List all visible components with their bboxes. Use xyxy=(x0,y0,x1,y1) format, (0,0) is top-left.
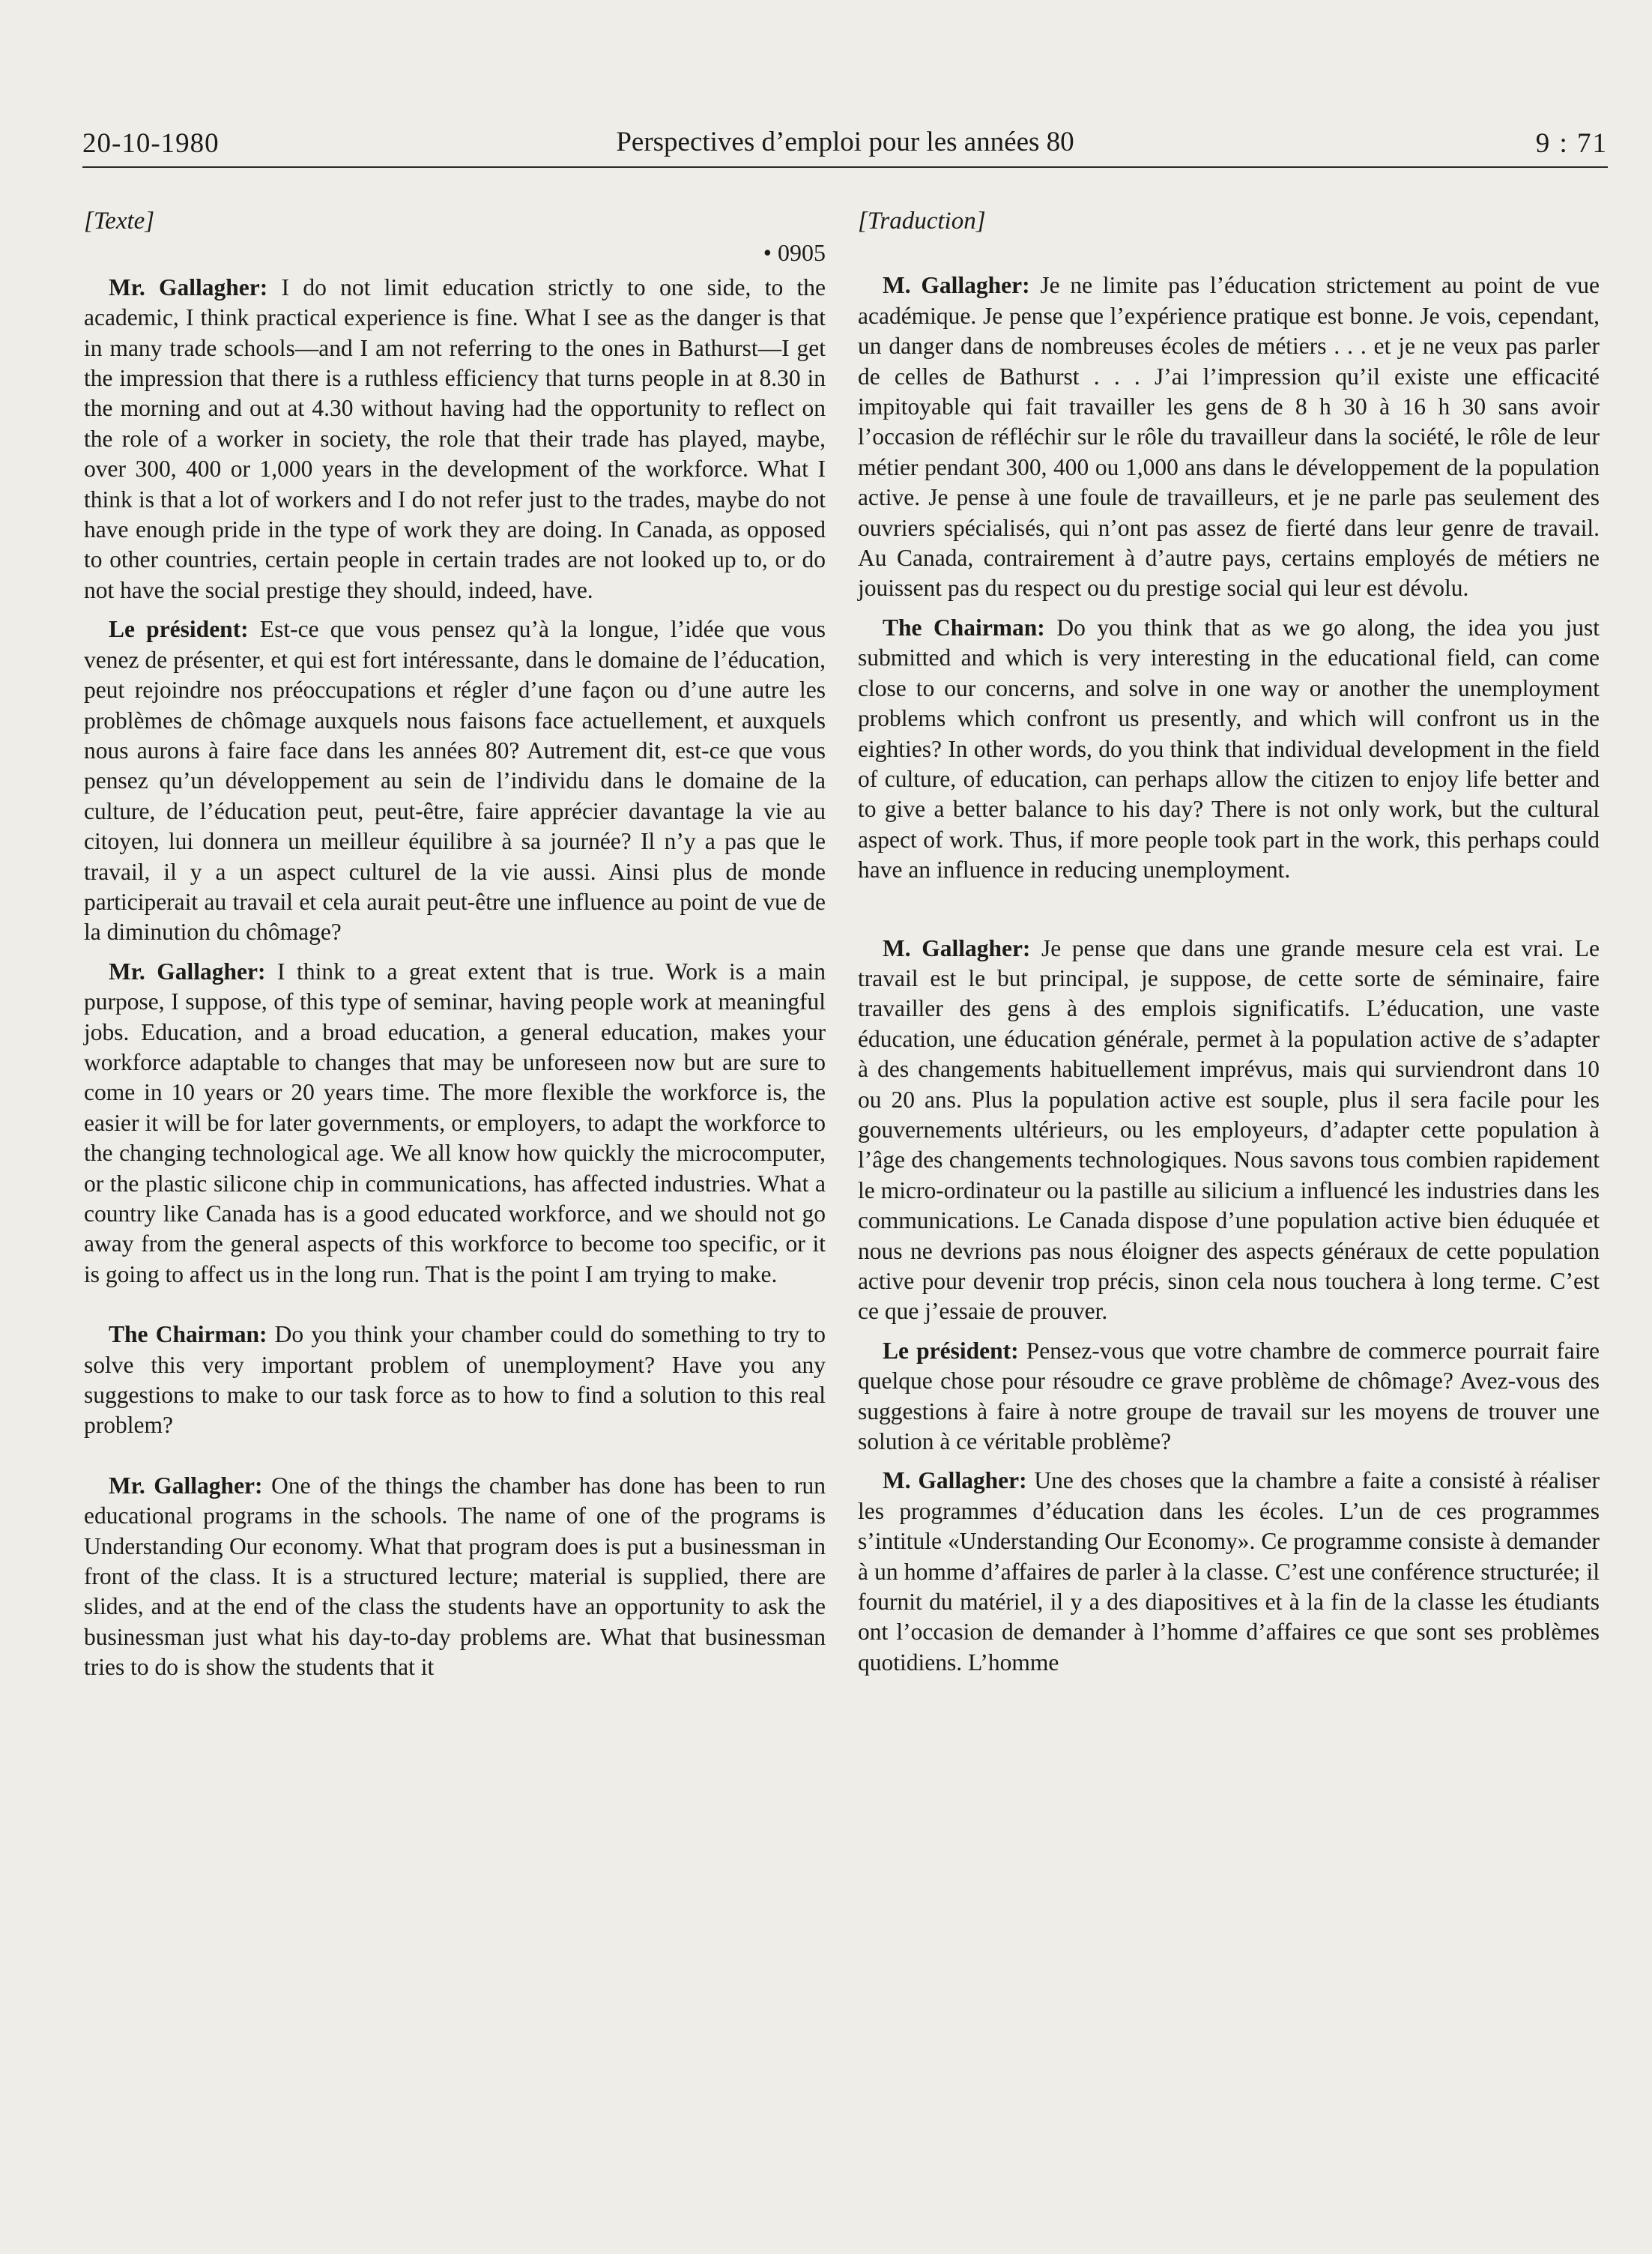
language-tag: [Texte] xyxy=(84,208,155,235)
paragraph xyxy=(84,1471,826,1683)
paragraph-text: Do you think your chamber could do something to try to solve this very important problem of unemployment? Have you any suggestions to make to our task force as to how to find a solution to this real problem? xyxy=(84,1321,826,1439)
paragraph-text: I think to a great extent that is true. Work is a main purpose, I suppose, of this type of seminar, having people work at meaningful jobs. Education, and a broad education, a general education, makes your workforce adaptable to changes that may be unforeseen now but are sure to come in 10 years or 20 years time. The more flexible the workforce is, the easier it will be for later governments, or employers, to adapt the workforce to the changing technological age. We all know how quickly the microcomputer, or the plastic silicone chip in communications, has affected industries. What a country like Canada has is a good educated workforce, and we should not go away from the general aspects of this workforce to become too specific, or it is going to affect us in the long run. That is the point I am trying to make. xyxy=(84,958,826,1287)
speaker-name: M. Gallagher: xyxy=(883,1467,1027,1494)
header-page-number: 9 : 71 xyxy=(1535,128,1608,159)
header-date: 20-10-1980 xyxy=(82,128,220,159)
right-column xyxy=(858,206,1600,1687)
header-title: Perspectives d’emploi pour les années 80 xyxy=(616,127,1074,157)
speaker-name: M. Gallagher: xyxy=(883,934,1031,961)
speaker-name: Le président: xyxy=(109,616,249,643)
paragraph xyxy=(84,1320,826,1441)
speaker-name: Mr. Gallagher: xyxy=(109,274,268,300)
time-stamp: • 0905 xyxy=(763,239,826,267)
speaker-name: Mr. Gallagher: xyxy=(109,958,266,985)
paragraph-text: One of the things the chamber has done has been to run educational programs in the schools. The name of one of the programs is Understanding Our economy. What that program does is put a businessman in front of the class. It is a structured lecture; material is supplied, there are slides, and at the end of the class the students have an opportunity to ask the businessman just what his day-to-day problems are. What that businessman tries to do is show the students that it xyxy=(84,1472,826,1681)
speaker-name: Le président: xyxy=(883,1337,1019,1364)
page-header xyxy=(82,127,1608,168)
paragraph-text: Pensez-vous que votre chambre de commerce pourrait faire quelque chose pour résoudre ce grave problème de chômage? Avez-vous des suggestions à faire à notre groupe de travail sur les moyens de trouver une solution à ce véritable problème? xyxy=(858,1337,1600,1455)
speaker-name: M. Gallagher: xyxy=(883,272,1030,299)
paragraph xyxy=(858,613,1600,886)
paragraph xyxy=(84,614,826,947)
paragraph xyxy=(858,934,1600,1327)
paragraph xyxy=(858,1336,1600,1457)
paragraph-text: Je ne limite pas l’éducation strictement au point de vue académique. Je pense que l’expérience pratique est bonne. Je vois, cependant, un danger dans de nombreuses écoles de métiers . . . et je ne veux pas parler de celles de Bathurst . . . J’ai l’impression qu’il existe une efficacité impitoyable qui fait travailler les gens de 8 h 30 à 16 h 30 sans avoir l’occasion de réfléchir sur le rôle du travailleur dans la société, le rôle de leur métier pendant 300, 400 ou 1,000 ans dans le développement de la population active. Je pense à une foule de travailleurs, et je ne parle pas seulement des ouvriers spécialisés, qui n’ont pas assez de fierté dans leur genre de travail. Au Canada, contrairement à d’autre pays, certains employés de métiers ne jouissent pas du respect ou du prestige social qui leur est dévolu. xyxy=(858,272,1600,602)
paragraph xyxy=(84,273,826,605)
speaker-name: Mr. Gallagher: xyxy=(109,1472,263,1499)
speaker-name: The Chairman: xyxy=(109,1321,267,1348)
paragraph xyxy=(84,957,826,1290)
paragraph-text: Est-ce que vous pensez qu’à la longue, l’idée que vous venez de présenter, et qui est fort intéressante, dans le domaine de l’éducation, peut rejoindre nos préoccupations et régler d’une façon ou d’une autre les problèmes de chômage auxquels nous faisons face actuellement, et auxquels nous aurons à faire face dans les années 80? Autrement dit, est-ce que vous pensez qu’un développement au sein de l’individu dans le domaine de la culture, de l’éducation peut, peut-être, faire apprécier davantage la vie au citoyen, lui donnera un meilleur équilibre à sa journée? Il n’y a pas que le travail, il y a un aspect culturel de la vie aussi. Ainsi plus de monde participerait au travail et cela aurait peut-être une influence au point de vue de la diminution du chômage? xyxy=(84,616,826,946)
paragraph-text: Une des choses que la chambre a faite a consisté à réaliser les programmes d’éducation dans les écoles. L’un de ces programmes s’intitule «Understanding Our Economy». Ce programme consiste à demander à un homme d’affaires de parler à la classe. C’est une conférence structurée; il fournit du matériel, il y a des diapositives et à la fin de la classe les étudiants ont l’occasion de demander à l’homme d’affaires ce que sont ses problèmes quotidiens. L’homme xyxy=(858,1467,1600,1676)
paragraph xyxy=(858,271,1600,603)
paragraph xyxy=(858,1466,1600,1678)
left-column xyxy=(84,206,826,1692)
paragraph-text: Do you think that as we go along, the idea you just submitted and which is very interesting in the educational field, can come close to our concerns, and solve in one way or another the unemployment problems which confront us presently, and which will confront us in the eighties? In other words, do you think that individual development in the field of culture, of education, can perhaps allow the citizen to enjoy life better and to give a better balance to his day? There is not only work, but the cultural aspect of work. Thus, if more people took part in the work, this perhaps could have an influence in reducing unemployment. xyxy=(858,614,1600,883)
language-tag: [Traduction] xyxy=(858,208,986,235)
paragraph-text: Je pense que dans une grande mesure cela est vrai. Le travail est le but principal, je suppose, de cette sorte de séminaire, faire travailler des gens à des emplois significatifs. L’éducation, une vaste éducation, une éducation générale, permet à la population active de s’adapter à des changements habituellement imprévus, mais qui surviendront dans 10 ou 20 ans. Plus la population active est souple, plus il sera facile pour les gouvernements ultérieurs, ou les employeurs, d’adapter cette population à l’âge des changements technologiques. Nous savons tous combien rapidement le micro-ordinateur ou la pastille au silicium a influencé les industries dans les communications. Le Canada dispose d’une population active bien éduquée et nous ne devrions pas nous éloigner des aspects généraux de cette population active pour devenir trop précis, sinon cela nous touchera à long terme. C’est ce que j’essaie de prouver. xyxy=(858,934,1600,1325)
paragraph-text: I do not limit education strictly to one side, to the academic, I think practical experience is fine. What I see as the danger is that in many trade schools—and I am not referring to the ones in Bathurst—I get the impression that there is a ruthless efficiency that turns people in at 8.30 in the morning and out at 4.30 without having had the opportunity to reflect on the role of a worker in society, the role that their trade has played, maybe, over 300, 400 or 1,000 years in the development of the workforce. What I think is that a lot of workers and I do not refer just to the trades, maybe do not have enough pride in the type of work they are doing. In Canada, as opposed to other countries, certain people in certain trades are not looked up to, or do not have the social prestige they should, indeed, have. xyxy=(84,274,826,603)
speaker-name: The Chairman: xyxy=(883,614,1045,641)
